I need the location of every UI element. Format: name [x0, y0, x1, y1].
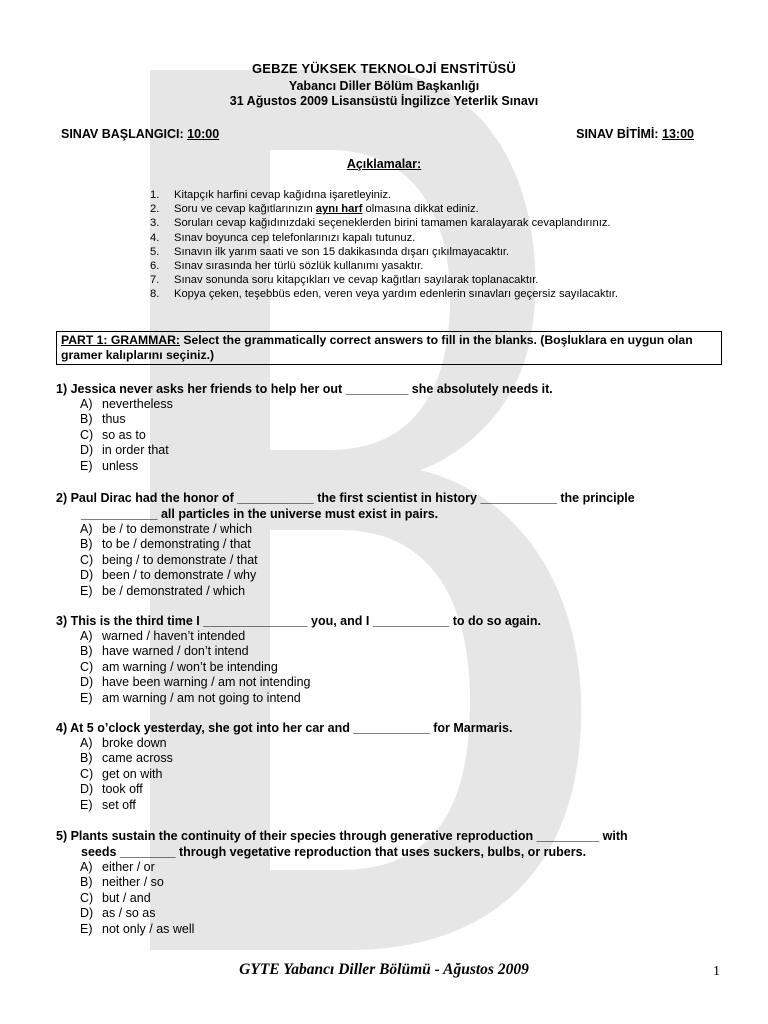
exam-start-label: SINAV BAŞLANGICI:: [61, 127, 184, 141]
options-list: [56, 522, 716, 599]
instruction-item: 2. Soru ve cevap kağıtlarınızın aynı harf olmasına dikkat ediniz.: [150, 203, 479, 216]
question-1: [56, 381, 716, 474]
instruction-item: 7. Sınav sonunda soru kitapçıkları ve cevap kağıtları sayılarak toplanacaktır.: [150, 274, 539, 287]
page-number: 1: [713, 964, 720, 979]
options-list: [56, 397, 716, 474]
instruction-item: 6. Sınav sırasında her türlü sözlük kullanımı yasaktır.: [150, 259, 424, 272]
institution-title: GEBZE YÜKSEK TEKNOLOJİ ENSTİTÜSÜ: [251, 61, 517, 76]
option-a[interactable]: A) be / to demonstrate / which: [80, 522, 253, 536]
question-5: [56, 828, 716, 937]
question-stem: 3) This is the third time I _______________ you, and I ___________ to do so again.: [56, 614, 541, 628]
emphasis-text: aynı harf: [315, 203, 363, 216]
exam-end: [576, 127, 694, 141]
option-d[interactable]: D) have been warning / am not intending: [80, 675, 311, 690]
page-footer: GYTE Yabancı Diller Bölümü - Ağustos 2009: [239, 961, 529, 978]
option-b[interactable]: B) neither / so: [80, 875, 164, 890]
option-d[interactable]: D) as / so as: [80, 906, 156, 921]
option-d[interactable]: D) in order that: [80, 443, 169, 458]
exam-start: [61, 127, 219, 141]
question-stem: 5) Plants sustain the continuity of their species through generative reproduction _________ with seeds ________ through vegetative reproduction that uses suckers, bulbs, or rubers.: [56, 829, 628, 859]
option-c[interactable]: C) am warning / won’t be intending: [80, 659, 278, 674]
option-a[interactable]: A) nevertheless: [80, 397, 173, 411]
exam-end-value: 13:00: [662, 127, 694, 141]
instruction-item: 5. Sınavın ilk yarım saati ve son 15 dakikasında dışarı çıkılmayacaktır.: [150, 245, 510, 258]
question-3: [56, 613, 716, 706]
part-instructions-box: [56, 331, 722, 365]
instruction-item: 1. Kitapçık harfini cevap kağıdına işaretleyiniz.: [150, 189, 392, 201]
question-4: [56, 720, 716, 813]
department-title: Yabancı Diller Bölüm Başkanlığı: [288, 79, 480, 93]
options-list: [56, 629, 716, 706]
options-list: [56, 736, 716, 813]
instruction-item: 3. Soruları cevap kağıdınızdaki seçeneklerden birini tamamen karalayarak cevaplandırınız.: [150, 217, 611, 230]
option-b[interactable]: B) thus: [80, 412, 126, 427]
instruction-item: 4. Sınav boyunca cep telefonlarınızı kapalı tutunuz.: [150, 231, 416, 244]
exam-start-value: 10:00: [187, 127, 220, 141]
question-stem: 4) At 5 o’clock yesterday, she got into her car and ___________ for Marmaris.: [56, 721, 513, 735]
option-c[interactable]: C) but / and: [80, 890, 151, 905]
question-stem: 1) Jessica never asks her friends to help her out _________ she absolutely needs it.: [56, 382, 553, 396]
option-c[interactable]: C) being / to demonstrate / that: [80, 552, 258, 567]
option-d[interactable]: D) been / to demonstrate / why: [80, 568, 257, 583]
exam-title: 31 Ağustos 2009 Lisansüstü İngilizce Yeterlik Sınavı: [229, 94, 539, 108]
option-a[interactable]: A) warned / haven’t intended: [80, 629, 246, 643]
option-b[interactable]: B) came across: [80, 751, 173, 766]
option-c[interactable]: C) so as to: [80, 427, 146, 442]
option-e[interactable]: E) am warning / am not going to intend: [80, 690, 301, 705]
instructions-title: Açıklamalar:: [346, 157, 422, 171]
instructions-list: [150, 188, 618, 302]
option-a[interactable]: A) broke down: [80, 736, 167, 750]
option-e[interactable]: E) not only / as well: [80, 921, 195, 936]
option-e[interactable]: E) unless: [80, 458, 139, 473]
exam-end-label: SINAV BİTİMİ:: [576, 127, 659, 141]
option-d[interactable]: D) took off: [80, 782, 143, 797]
part-label: PART 1: GRAMMAR:: [61, 333, 180, 347]
instruction-item: 8. Kopya çeken, teşebbüs eden, veren veya yardım edenlerin sınavları geçersiz sayılacaktır.: [150, 288, 619, 301]
part-instructions: Select the grammatically correct answers to fill in the blanks. (Boşluklara en uygun olan gramer kalıplarını seçiniz.): [61, 333, 693, 362]
option-e[interactable]: E) set off: [80, 797, 136, 812]
option-a[interactable]: A) either / or: [80, 860, 155, 874]
option-c[interactable]: C) get on with: [80, 766, 163, 781]
options-list: [56, 860, 716, 937]
option-b[interactable]: B) have warned / don’t intend: [80, 644, 249, 659]
question-stem: 2) Paul Dirac had the honor of ___________ the first scientist in history ___________ the principle ___________ all particles in the universe must exist in pairs.: [56, 491, 635, 521]
option-e[interactable]: E) be / demonstrated / which: [80, 583, 246, 598]
option-b[interactable]: B) to be / demonstrating / that: [80, 537, 251, 552]
question-2: [56, 490, 716, 599]
